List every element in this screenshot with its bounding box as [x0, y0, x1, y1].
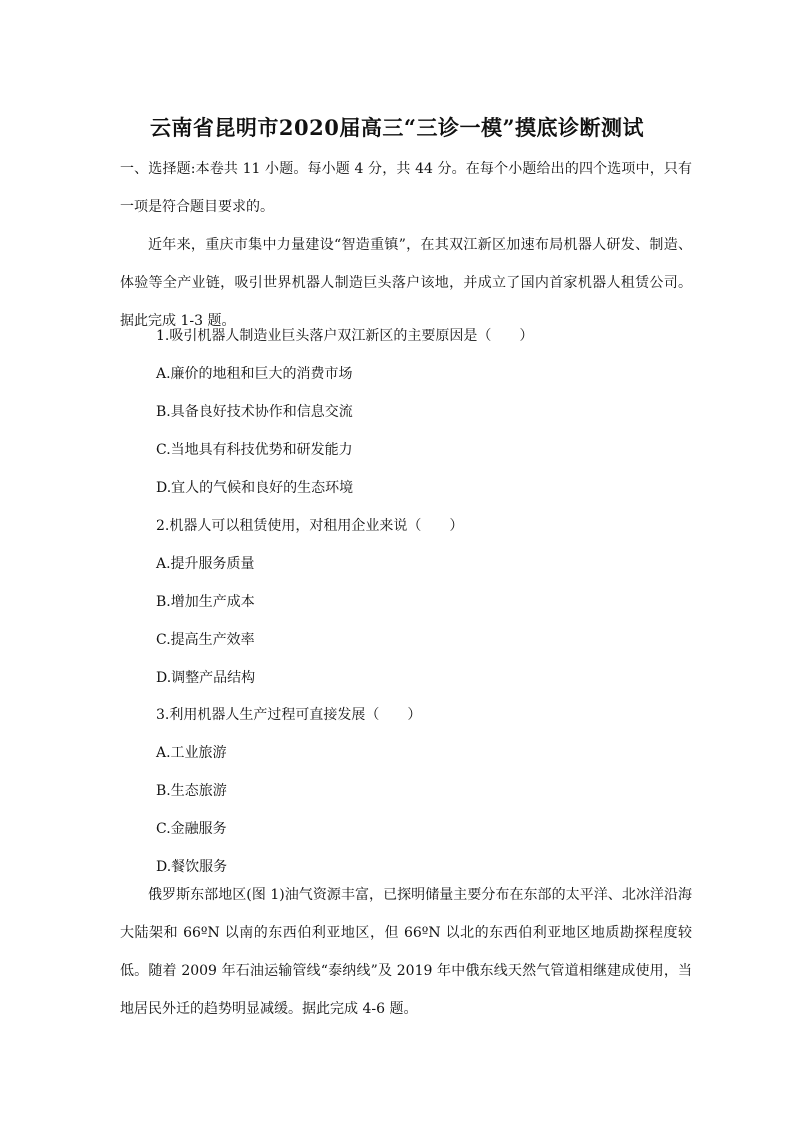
question-3-option-c: C.金融服务 [156, 821, 227, 837]
question-3-stem: 3.利用机器人生产过程可直接发展（ ） [156, 707, 422, 723]
question-1-option-a: A.廉价的地租和巨大的消费市场 [156, 366, 353, 382]
question-2-option-d: D.调整产品结构 [156, 670, 256, 686]
section-instruction: 一、选择题:本卷共 11 小题。每小题 4 分，共 44 分。在每个小题给出的四个选项中，只有一项是符合题目要求的。 [120, 161, 692, 215]
question-1-stem: 1.吸引机器人制造业巨头落户双江新区的主要原因是（ ） [156, 328, 534, 344]
question-1-option-d: D.宜人的气候和良好的生态环境 [156, 480, 354, 496]
question-2-option-a: A.提升服务质量 [156, 556, 255, 572]
question-3-option-a: A.工业旅游 [156, 745, 227, 761]
passage-2: 俄罗斯东部地区(图 1)油气资源丰富，已探明储量主要分布在东部的太平洋、北冰洋沿海大陆架和 66ºN 以南的东西伯利亚地区，但 66ºN 以北的东西伯利亚地区地质勘探程度较低。随着 2009 年石油运输管线“泰纳线”及 2019 年中俄东线天然气管道相继建成使用，当地居民外迁的趋势明显减缓。据此完成 4-6 题。 [120, 887, 692, 1017]
question-3-option-d: D.餐饮服务 [156, 859, 228, 875]
question-2-option-b: B.增加生产成本 [156, 594, 255, 610]
question-2-stem: 2.机器人可以租赁使用，对租用企业来说（ ） [156, 518, 464, 534]
question-2-option-c: C.提高生产效率 [156, 632, 255, 648]
passage-1: 近年来，重庆市集中力量建设“智造重镇”，在其双江新区加速布局机器人研发、制造、体验等全产业链，吸引世界机器人制造巨头落户该地，并成立了国内首家机器人租赁公司。据此完成 1-3 题。 [120, 237, 692, 329]
question-1-option-b: B.具备良好技术协作和信息交流 [156, 404, 353, 420]
document-title: 云南省昆明市2020届高三“三诊一模”摸底诊断测试 [149, 115, 645, 140]
question-1-option-c: C.当地具有科技优势和研发能力 [156, 442, 353, 458]
question-3-option-b: B.生态旅游 [156, 783, 227, 799]
